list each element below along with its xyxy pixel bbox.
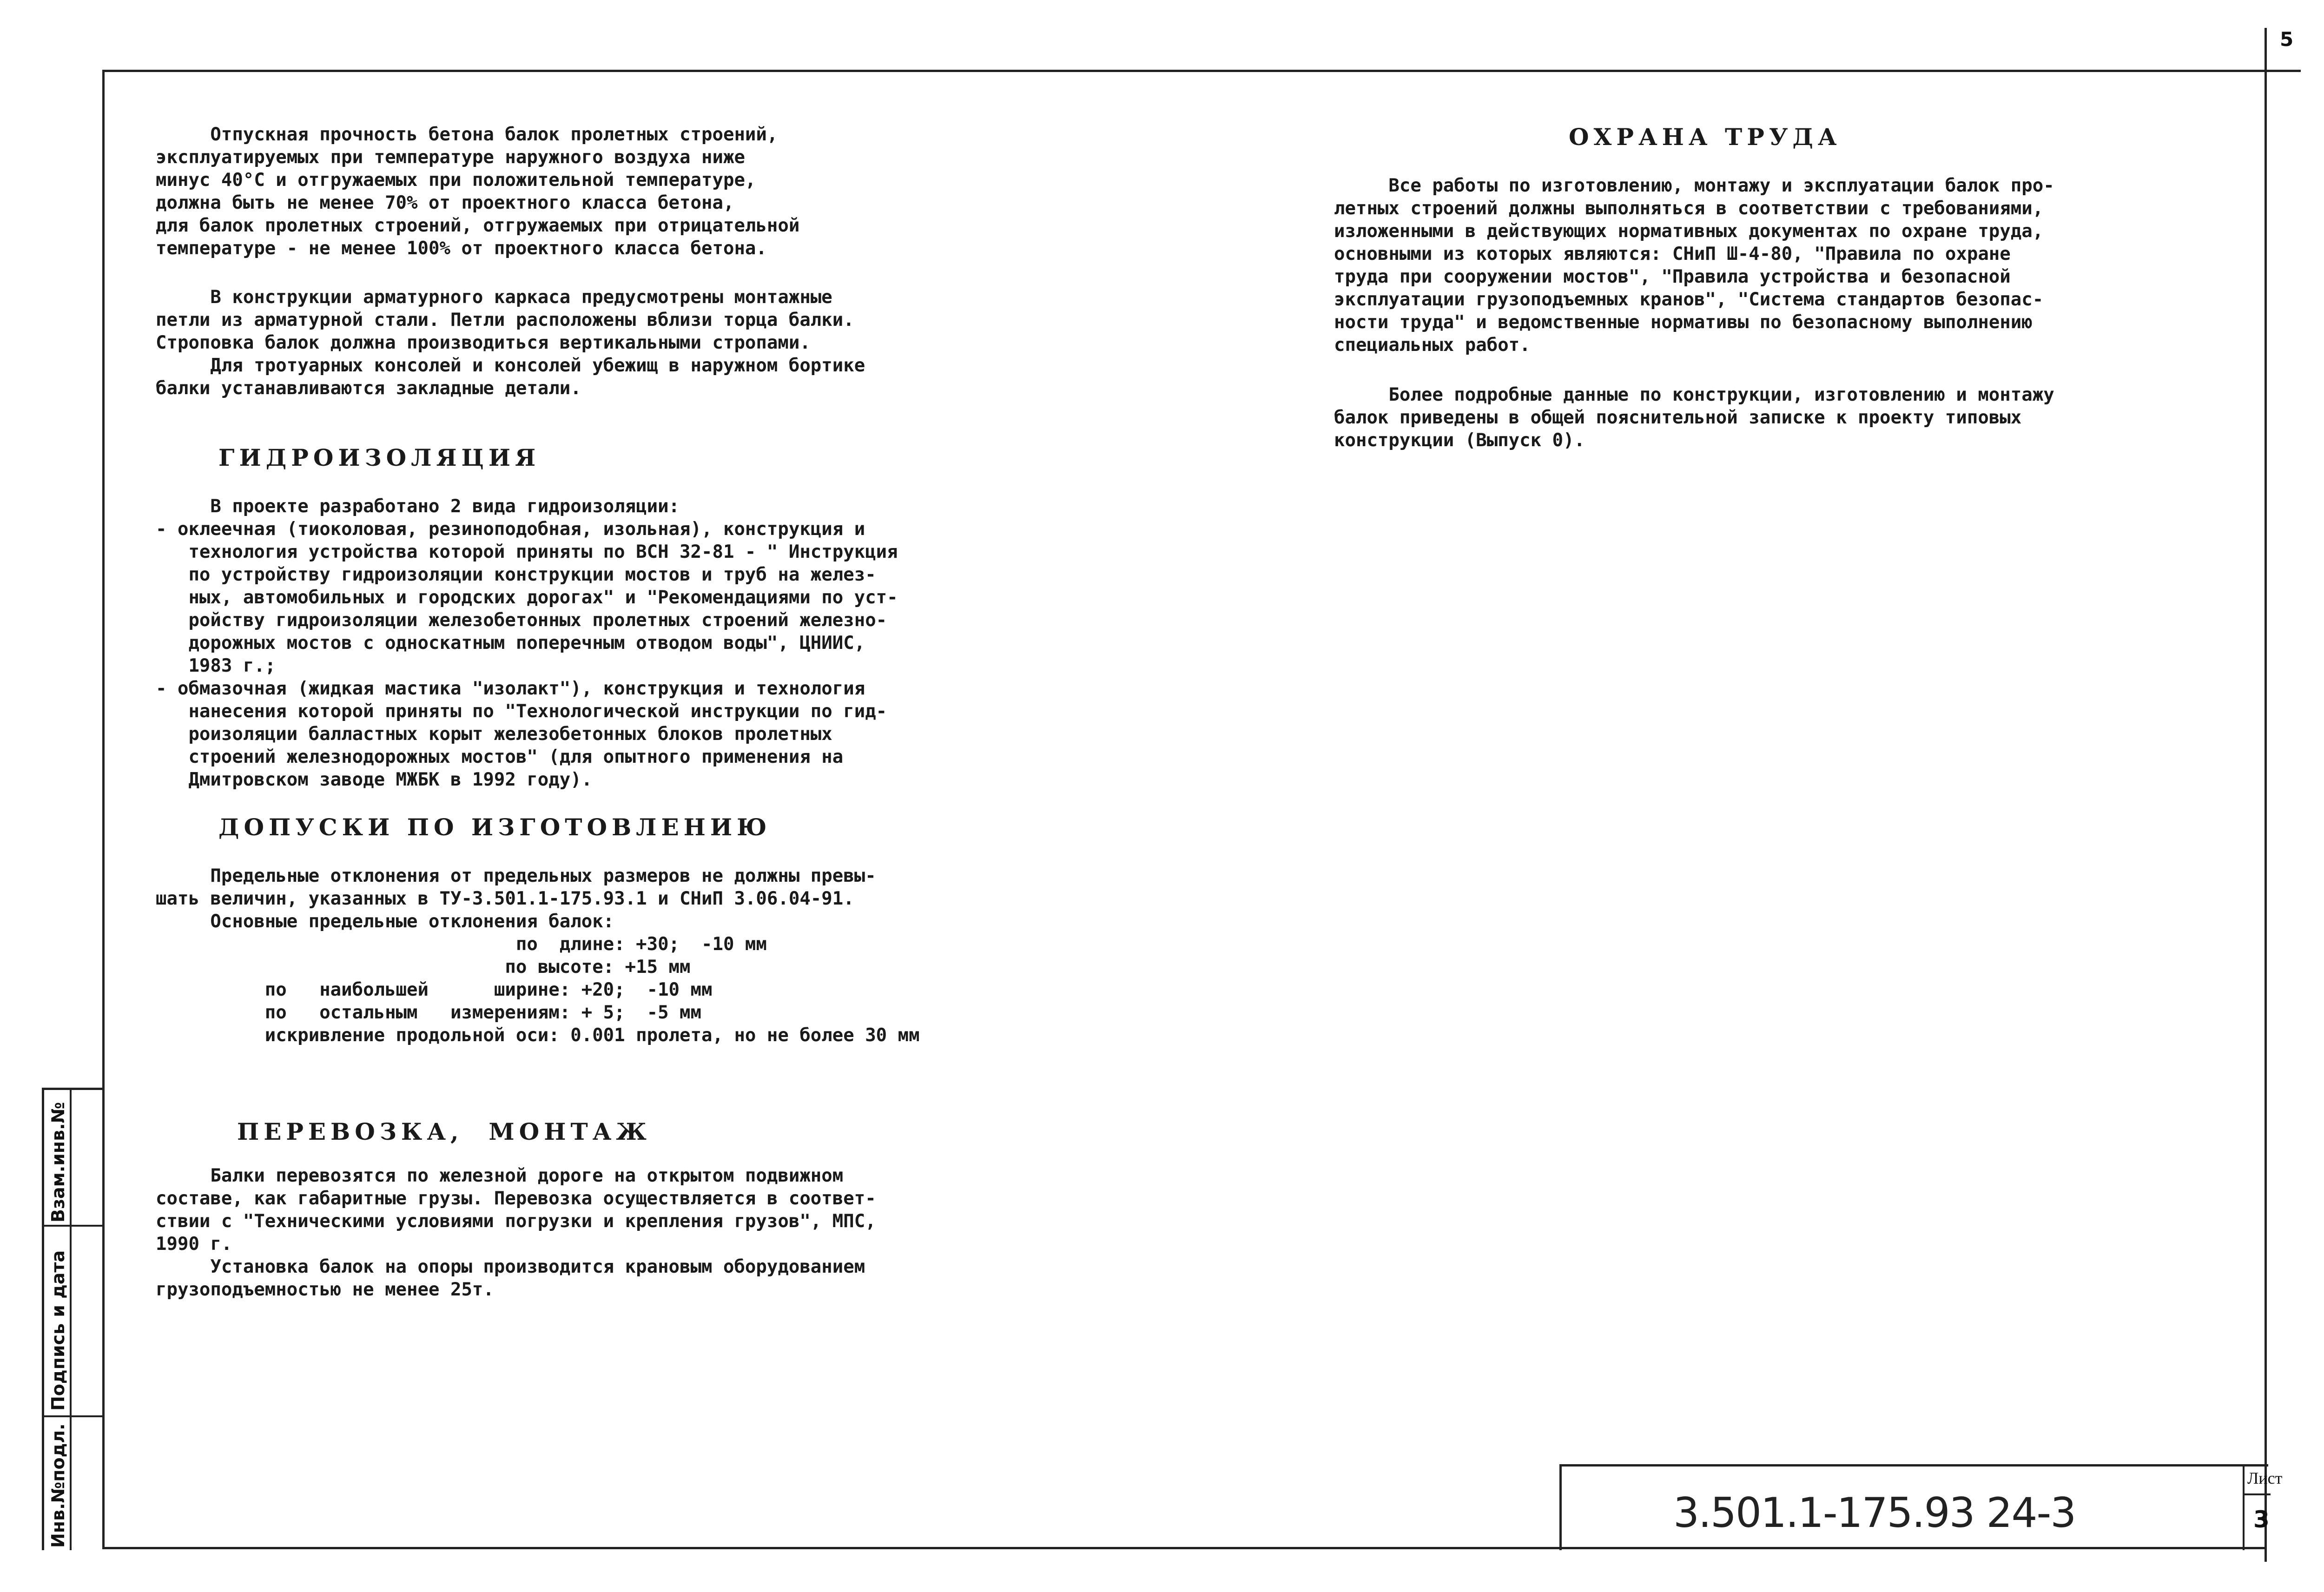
tolerances-heading: ДОПУСКИ ПО ИЗГОТОВЛЕНИЮ	[218, 813, 772, 841]
sheet-number: 3	[2253, 1506, 2270, 1533]
signature-date-label: Подпись и дата	[48, 1250, 68, 1411]
tolerances-text: Предельные отклонения от предельных размеров не должны превы- шать величин, указанных в ТУ-3.501.1-175.93.1 и СНиП 3.06.04-91. Основные предельные отклонения балок: по длине: +30; -10 мм по высоте: +15 мм по наибольшей ширине: +20; -10 мм по остальным измерениям: + 5; -5 мм искривление продольной оси: 0.001 пролета, но не более 30 мм	[156, 865, 920, 1046]
side-stamp-strip	[42, 1088, 105, 1550]
side-strip-divider	[44, 1415, 105, 1417]
page-number: 5	[2280, 28, 2294, 51]
waterproofing-heading: ГИДРОИЗОЛЯЦИЯ	[218, 444, 541, 471]
transport-heading: ПЕРЕВОЗКА, МОНТАЖ	[237, 1118, 652, 1145]
title-block	[1559, 1464, 2283, 1550]
frame-right-border	[2265, 28, 2267, 1562]
waterproofing-text: В проекте разработано 2 вида гидроизоляции: - оклеечная (тиоколовая, резиноподобная, изольная), конструкция и технология устройства которой приняты по ВСН 32-81 - " Инструкция по устройству гидроизоляции конструкции мостов и труб на желез- ных, автомобильных и городских дорогах" и "Рекомендациями по уст- ройству гидроизоляции железобетонных пролетных строений железно- дорожных мостов с односкатным поперечным отводом воды", ЦНИИС, 1983 г.; - обмазочная (жидкая мастика "изолакт"), конструкция и технология нанесения которой приняты по "Технологической инструкции по гид- роизоляции балластных корыт железобетонных блоков пролетных строений железнодорожных мостов" (для опытного применения на Дмитровском заводе МЖБК в 1992 году).	[156, 496, 898, 790]
more-info-text: Более подробные данные по конструкции, изготовлению и монтажу балок приведены в общей пояснительной записке к проекту типовых конструкции (Выпуск 0).	[1334, 384, 2054, 451]
side-strip-divider	[44, 1225, 105, 1227]
side-strip-column-line	[70, 1090, 72, 1550]
safety-text: Все работы по изготовлению, монтажу и эксплуатации балок про- летных строений должны выполняться в соответствии с требованиями, изложенными в действующих нормативных документах по охране труда, основными из которых являются: СНиП Ш-4-80, "Правила по охране труда при сооружении мостов", "Правила устройства и безопасной эксплуатации грузоподъемных кранов", "Система стандартов безопас- ности труда" и ведомственные нормативы по безопасному выполнению специальных работ.	[1334, 175, 2054, 356]
sheet-label: Лист	[2247, 1469, 2283, 1487]
document-code: 3.501.1-175.93 24-3	[1673, 1489, 2076, 1537]
replace-inv-label: Взам.инв.№	[48, 1102, 68, 1222]
transport-text: Балки перевозятся по железной дороге на открытом подвижном составе, как габаритные грузы. Перевозка осуществляется в соответ- ствии с "Техническими условиями погрузки и крепления грузов", МПС, 1990 г. Установка балок на опоры производится крановым оборудованием грузоподъемностью не менее 25т.	[156, 1165, 876, 1300]
safety-heading: ОХРАНА ТРУДА	[1569, 123, 1842, 151]
frame-top-border	[102, 70, 2301, 72]
inv-number-label: Инв.№подл.	[48, 1423, 68, 1548]
title-block-divider	[2243, 1493, 2271, 1495]
title-block-divider	[2243, 1466, 2245, 1550]
armature-paragraph: В конструкции арматурного каркаса предусмотрены монтажные петли из арматурной стали. Петли расположены вблизи торца балки. Строповка балок должна производиться вертикальными стропами. Для тротуарных консолей и консолей убежищ в наружном бортике балки устанавливаются закладные детали.	[156, 287, 865, 399]
concrete-strength-paragraph: Отпускная прочность бетона балок пролетных строений, эксплуатируемых при температуре наружного воздуха ниже минус 40°С и отгружаемых при положительной температуре, должна быть не менее 70% от проектного класса бетона, для балок пролетных строений, отгружаемых при отрицательной температуре - не менее 100% от проектного класса бетона.	[156, 124, 800, 259]
